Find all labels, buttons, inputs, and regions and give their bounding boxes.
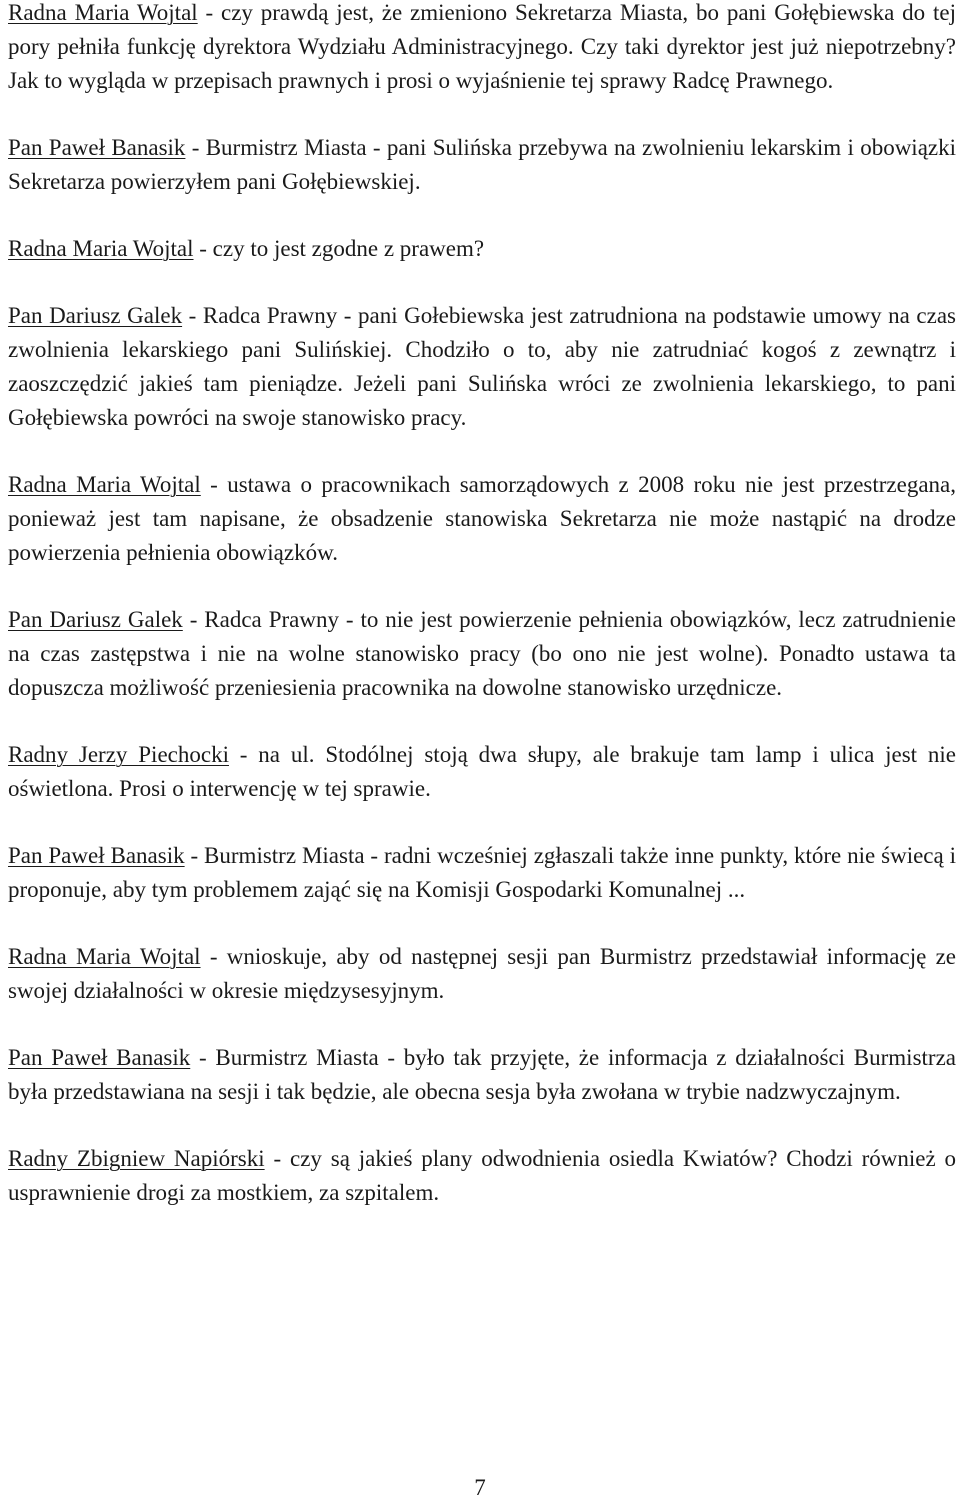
paragraph [8, 131, 956, 199]
speaker-name: Radna Maria Wojtal [8, 236, 194, 261]
speaker-name: Pan Dariusz Galek [8, 607, 183, 632]
speaker-name: Radna Maria Wojtal [8, 0, 198, 25]
paragraph [8, 738, 956, 806]
speaker-name: Pan Paweł Banasik [8, 135, 186, 160]
paragraph [8, 232, 956, 266]
speaker-name: Radna Maria Wojtal [8, 472, 201, 497]
paragraph-text: - czy to jest zgodne z prawem? [193, 236, 485, 261]
paragraph-text: - na ul. Stodólnej stoją dwa słupy, ale brakuje tam lamp i ulica jest nie oświetlona. Prosi o interwencję w tej sprawie. [8, 742, 956, 801]
paragraph [8, 468, 956, 570]
page-number: 7 [474, 1475, 486, 1500]
paragraph [8, 0, 956, 98]
speaker-name: Pan Paweł Banasik [8, 1045, 191, 1070]
paragraph-text: - czy są jakieś plany odwodnienia osiedla Kwiatów? Chodzi również o usprawnienie drogi za mostkiem, za szpitalem. [8, 1146, 957, 1205]
paragraph [8, 940, 956, 1008]
paragraph-text: - Burmistrz Miasta - radni wcześniej zgłaszali także inne punkty, które nie świecą i proponuje, aby tym problemem zająć się na Komisji Gospodarki Komunalnej ... [8, 843, 956, 902]
paragraph [8, 1142, 956, 1210]
speaker-name: Radny Jerzy Piechocki [8, 742, 229, 767]
paragraph-text: - wnioskuje, aby od następnej sesji pan Burmistrz przedstawiał informację ze swojej działalności w okresie międzysesyjnym. [8, 944, 956, 1003]
paragraph [8, 839, 956, 907]
speaker-name: Pan Paweł Banasik [8, 843, 185, 868]
paragraph-text: - Radca Prawny - pani Gołebiewska jest zatrudniona na podstawie umowy na czas zwolnienia lekarskiego pani Sulińskiej. Chodziło o to, aby nie zatrudniać kogoś z zewnątrz i zaoszczędzić jakieś tam pieniądze. Jeżeli pani Sulińska wróci ze zwolnienia lekarskiego, to pani Gołębiewska powróci na swoje stanowisko pracy. [8, 303, 956, 430]
paragraph [8, 1041, 956, 1109]
paragraph-text: - Radca Prawny - to nie jest powierzenie pełnienia obowiązków, lecz zatrudnienie na czas zastępstwa i nie na wolne stanowisko pracy (bo ono nie jest wolne). Ponadto ustawa ta dopuszcza możliwość przeniesienia pracownika na dowolne stanowisko urzędnicze. [8, 607, 956, 700]
speaker-name: Pan Dariusz Galek [8, 303, 183, 328]
paragraph-text: - ustawa o pracownikach samorządowych z 2008 roku nie jest przestrzegana, ponieważ jest tam napisane, że obsadzenie stanowiska Sekretarza nie może nastąpić na drodze powierzenia pełnienia obowiązków. [8, 472, 957, 565]
speaker-name: Radny Zbigniew Napiórski [8, 1146, 265, 1171]
document-page [8, 0, 956, 1243]
paragraph [8, 603, 956, 705]
paragraph [8, 299, 956, 435]
paragraph-text: - Burmistrz Miasta - było tak przyjęte, że informacja z działalności Burmistrza była przedstawiana na sesji i tak będzie, ale obecna sesja była zwołana w trybie nadzwyczajnym. [8, 1045, 956, 1104]
speaker-name: Radna Maria Wojtal [8, 944, 201, 969]
paragraph-text: - Burmistrz Miasta - pani Sulińska przebywa na zwolnieniu lekarskim i obowiązki Sekretarza powierzyłem pani Gołębiewskiej. [8, 135, 956, 194]
paragraph-text: - czy prawdą jest, że zmieniono Sekretarza Miasta, bo pani Gołębiewska do tej pory pełniła funkcję dyrektora Wydziału Administracyjnego. Czy taki dyrektor jest już niepotrzebny? Jak to wygląda w przepisach prawnych i prosi o wyjaśnienie tej sprawy Radcę Prawnego. [8, 0, 956, 93]
